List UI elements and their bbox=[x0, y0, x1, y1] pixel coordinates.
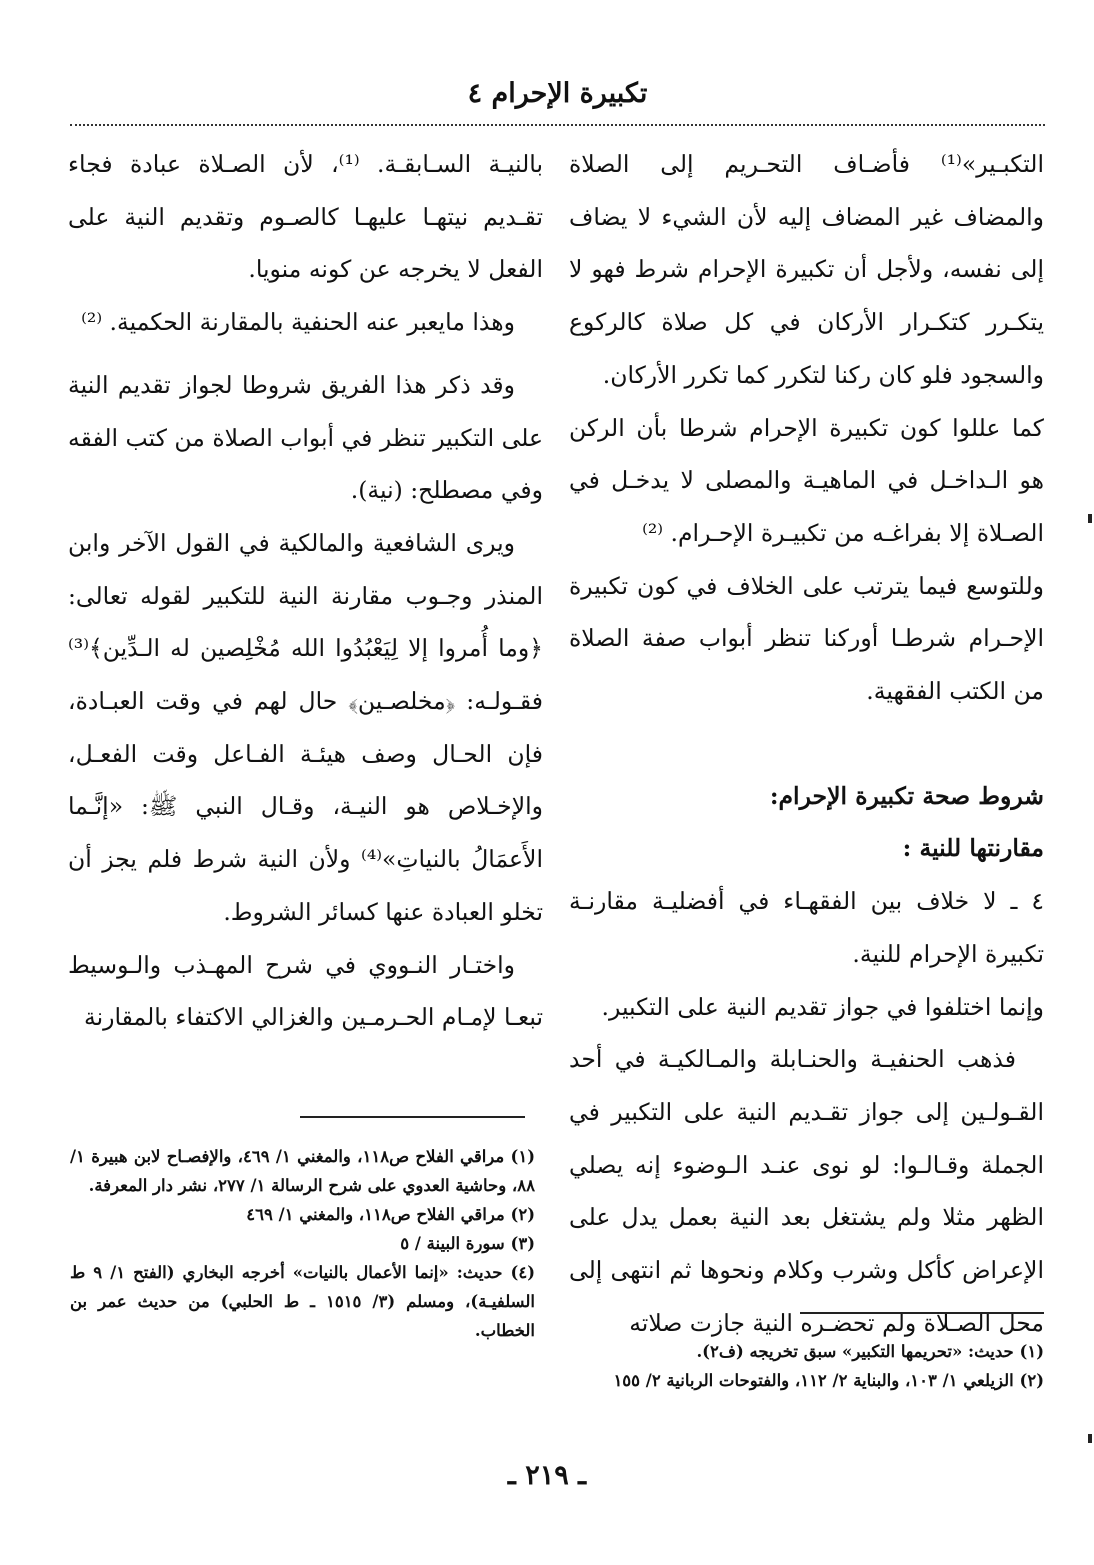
footnote: (١) مراقي الفلاح ص١١٨، والمغني ١/ ٤٦٩، والإفصـاح لابن هبيرة ١/ ٨٨، وحاشية العدوي على شرح الرسالة ١/ ٢٧٧، نشر دار المعرفة. bbox=[70, 1147, 536, 1195]
paragraph: واختـار النـووي في شرح المهـذب والـوسيط تبعـا لإمـام الحـرمـين والغزالي الاكتفاء بالمقارنة bbox=[68, 950, 543, 1032]
section-heading: شروط صحة تكبيرة الإحرام: bbox=[769, 781, 1044, 810]
paragraph: كما عللوا كون تكبيرة الإحرام شرطا بأن الركن هو الـداخـل في الماهيـة والمصلى لا يدخـل في الصـلاة إلا بفراغـه من تكبيـرة الإحـرام. ⁽²⁾ bbox=[569, 413, 1044, 547]
footnote: (٣) سورة البينة / ٥ bbox=[400, 1234, 535, 1253]
right-column bbox=[569, 138, 1044, 1349]
paragraph: وهذا مايعبر عنه الحنفية بالمقارنة الحكمية. ⁽²⁾ bbox=[81, 308, 515, 337]
footnote: (٢) الزيلعي ١/ ١٠٣، والبناية ٢/ ١١٢، والفتوحات الربانية ٢/ ١٥٥ bbox=[613, 1371, 1044, 1390]
margin-mark bbox=[1088, 1434, 1092, 1443]
footnote: (٢) مراقي الفلاح ص١١٨، والمغني ١/ ٤٦٩ bbox=[246, 1205, 535, 1224]
paragraph: التكبـير»⁽¹⁾ فأضـاف التحـريم إلى الصلاة والمضاف غير المضاف إليه لأن الشيء لا يضاف إلى نفسه، ولأجل أن تكبيرة الإحرام شرط فهو لا يتكـرر كتكـرار الأركان في كل صلاة كالركوع والسجود فلو كان ركنا لتكرر كما تكرر الأركان. bbox=[569, 150, 1044, 389]
subheading: مقارنتها للنية : bbox=[902, 834, 1044, 863]
paragraph: وقد ذكر هذا الفريق شروطا لجواز تقديم النية على التكبير تنظر في أبواب الصلاة من كتب الفقه وفي مصطلح: (نية). bbox=[68, 370, 543, 505]
footnote: (٤) حديث: «إنما الأعمال بالنيات» أخرجه البخاري (الفتح ١/ ٩ ط السلفيـة)، ومسلم (٣/ ١٥١٥ ـ ط الحلبي) من حديث عمر بن الخطاب. bbox=[70, 1263, 535, 1340]
footnote-separator-left bbox=[300, 1116, 525, 1118]
footnote: (١) حديث: «تحريمها التكبير» سبق تخريجه (ف٢). bbox=[696, 1342, 1044, 1361]
margin-mark bbox=[1088, 514, 1092, 523]
footnote-separator-right bbox=[800, 1312, 1044, 1314]
page-number: ـ ٢١٩ ـ bbox=[507, 1460, 587, 1491]
footnotes-left bbox=[70, 1142, 535, 1345]
paragraph: وللتوسع فيما يترتب على الخلاف في كون تكبيرة الإحـرام شرطـا أوركنا تنظر أبواب صفة الصلاة من الكتب الفقهية. bbox=[569, 571, 1044, 706]
paragraph: بالنيـة السـابقـة. ⁽¹⁾، لأن الصـلاة عبادة فجاء تقـديم نيتهـا عليهـا كالصـوم وتقديم النية على الفعل لا يخرجه عن كونه منويا. bbox=[68, 150, 543, 284]
paragraph: ٤ ـ لا خلاف بين الفقهـاء في أفضليـة مقارنـة تكبيرة الإحرام للنية. bbox=[569, 887, 1044, 968]
left-column bbox=[68, 138, 543, 1044]
paragraph: وإنما اختلفوا في جواز تقديم النية على التكبير. bbox=[601, 992, 1044, 1021]
running-header: تكبيرة الإحرام ٤ bbox=[467, 78, 648, 109]
paragraph: ويرى الشافعية والمالكية في القول الآخر وابن المنذر وجـوب مقارنة النية للتكبير لقوله تعالى: ﴿وما أُمروا إلا لِيَعْبُدُوا الله مُخْلِصين له الـدِّين﴾⁽³⁾ فقـولـه: ﴿مخلصـين﴾ حال لهم في وقت العبـادة، فإن الحـال وصف هيئـة الفـاعل وقت الفعـل، والإخـلاص هو النيـة، وقـال النبي ﷺ: «إنَّـما الأَعمَالُ بالنياتِ»⁽⁴⁾ ولأن النية شرط فلم يجز أن تخلو العبادة عنها كسائر الشروط. bbox=[68, 528, 543, 926]
header-dotted-rule bbox=[70, 124, 1045, 126]
footnotes-right bbox=[574, 1337, 1044, 1395]
paragraph: فذهب الحنفيـة والحنـابلة والمـالكيـة في أحد القـولـين إلى جواز تقـديم النية على التكبير في الجملة وقـالـوا: لو نوى عنـد الـوضوء إنه يصلي الظهر مثلا ولم يشتغل بعد النية بعمل يدل على الإعراض كأكل وشرب وكلام ونحوها ثم انتهى إلى محل الصـلاة ولم تحضـره النية جازت صلاته bbox=[569, 1045, 1044, 1337]
